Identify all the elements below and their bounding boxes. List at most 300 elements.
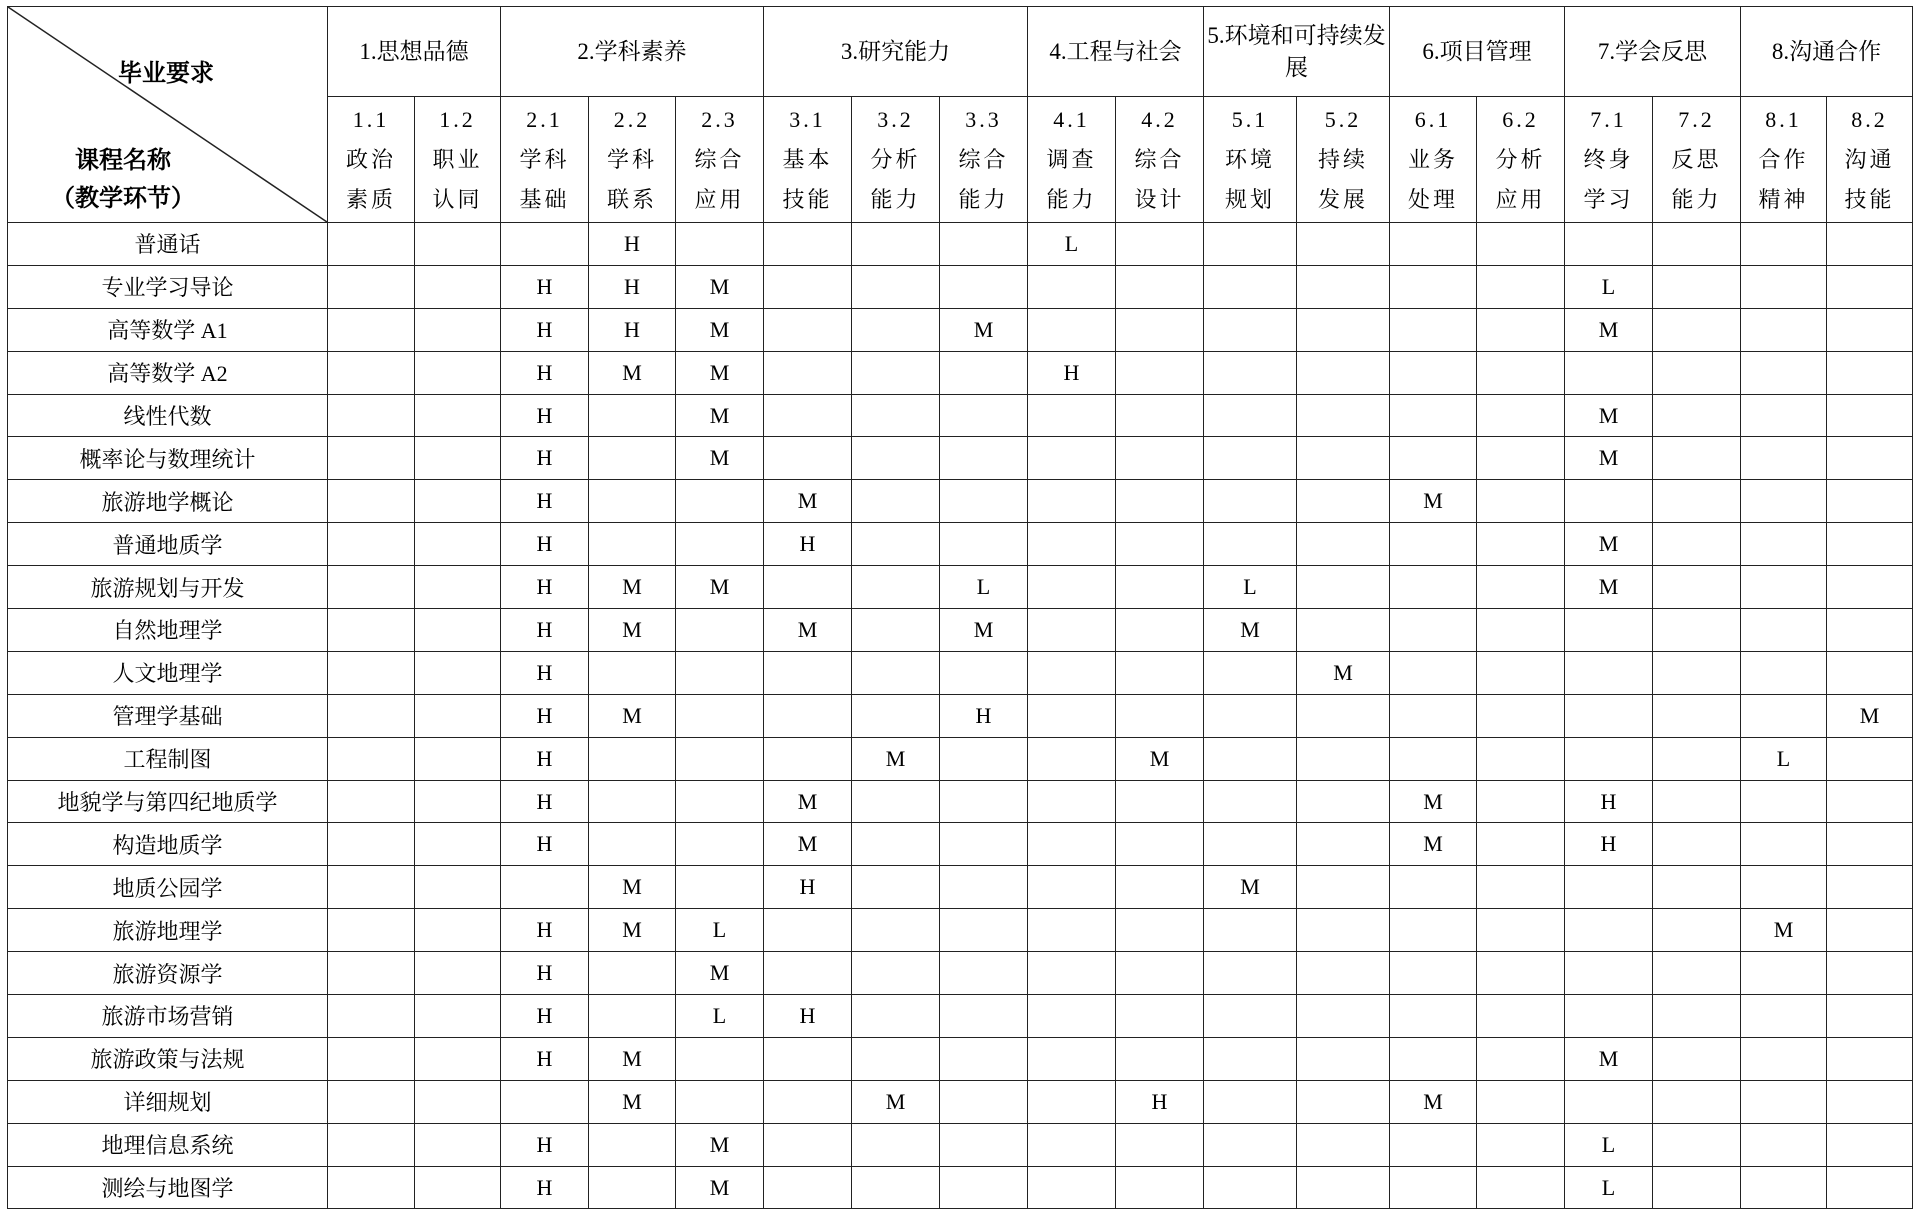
support-level-cell: M bbox=[1565, 394, 1653, 437]
support-level-cell bbox=[1653, 1123, 1741, 1166]
sub-requirement-code: 8.1 bbox=[1765, 106, 1802, 132]
support-level-cell bbox=[1204, 780, 1297, 823]
support-level-cell: M bbox=[1390, 823, 1477, 866]
support-level-cell bbox=[1028, 480, 1116, 523]
support-level-cell bbox=[415, 308, 501, 351]
support-level-cell bbox=[1297, 952, 1390, 995]
support-level-cell bbox=[940, 866, 1028, 909]
support-level-cell bbox=[852, 308, 940, 351]
support-level-cell bbox=[328, 780, 415, 823]
support-level-cell bbox=[940, 995, 1028, 1038]
support-level-cell bbox=[1827, 995, 1913, 1038]
table-row bbox=[8, 308, 1913, 351]
support-level-cell bbox=[1741, 394, 1827, 437]
course-name-cell: 管理学基础 bbox=[8, 694, 328, 737]
support-level-cell bbox=[1653, 480, 1741, 523]
support-level-cell bbox=[328, 523, 415, 566]
support-level-cell bbox=[328, 952, 415, 995]
support-level-cell bbox=[1390, 437, 1477, 480]
support-level-cell bbox=[1477, 909, 1565, 952]
support-level-cell bbox=[1741, 609, 1827, 652]
support-level-cell bbox=[589, 394, 676, 437]
support-level-cell bbox=[1204, 1123, 1297, 1166]
table-row bbox=[8, 223, 1913, 266]
support-level-cell bbox=[1204, 351, 1297, 394]
sub-requirement-name-part: 能力 bbox=[1046, 186, 1097, 212]
support-level-cell: L bbox=[676, 995, 764, 1038]
sub-requirement-name-part: 能力 bbox=[958, 186, 1009, 212]
support-level-cell bbox=[764, 394, 852, 437]
support-level-cell bbox=[1827, 1166, 1913, 1209]
support-level-cell bbox=[1204, 394, 1297, 437]
support-level-cell bbox=[1390, 909, 1477, 952]
support-level-cell bbox=[589, 523, 676, 566]
support-level-cell bbox=[1204, 694, 1297, 737]
sub-requirement-header bbox=[328, 97, 415, 223]
support-level-cell bbox=[328, 566, 415, 609]
support-level-cell bbox=[940, 737, 1028, 780]
support-level-cell bbox=[1028, 394, 1116, 437]
table-row bbox=[8, 737, 1913, 780]
support-level-cell bbox=[415, 437, 501, 480]
support-level-cell bbox=[1116, 823, 1204, 866]
support-level-cell bbox=[1116, 437, 1204, 480]
support-level-cell bbox=[1653, 694, 1741, 737]
support-level-cell bbox=[940, 394, 1028, 437]
support-level-cell bbox=[1204, 480, 1297, 523]
support-level-cell bbox=[1297, 566, 1390, 609]
support-level-cell bbox=[940, 265, 1028, 308]
sub-requirement-header bbox=[1390, 97, 1477, 223]
support-level-cell bbox=[676, 609, 764, 652]
support-level-cell: M bbox=[589, 566, 676, 609]
support-level-cell bbox=[940, 1037, 1028, 1080]
support-level-cell bbox=[852, 1037, 940, 1080]
requirement-group-header: 7.学会反思 bbox=[1565, 7, 1741, 97]
requirement-group-row bbox=[8, 7, 1913, 97]
support-level-cell bbox=[328, 609, 415, 652]
support-level-cell bbox=[1204, 437, 1297, 480]
support-level-cell bbox=[501, 1080, 589, 1123]
support-level-cell bbox=[501, 223, 589, 266]
support-level-cell: L bbox=[1204, 566, 1297, 609]
support-level-cell: H bbox=[501, 1123, 589, 1166]
sub-requirement-code: 2.1 bbox=[526, 106, 563, 132]
support-level-cell bbox=[1204, 1080, 1297, 1123]
support-level-cell: M bbox=[1204, 609, 1297, 652]
sub-requirement-name-part: 终身 bbox=[1583, 146, 1634, 172]
support-level-cell bbox=[1565, 909, 1653, 952]
support-level-cell bbox=[1477, 223, 1565, 266]
support-level-cell bbox=[1741, 351, 1827, 394]
support-level-cell bbox=[1827, 1037, 1913, 1080]
course-name-line2: （教学环节） bbox=[51, 184, 195, 212]
support-level-cell bbox=[1297, 694, 1390, 737]
support-level-cell: H bbox=[1116, 1080, 1204, 1123]
support-level-cell: H bbox=[501, 909, 589, 952]
support-level-cell: M bbox=[852, 737, 940, 780]
support-level-cell bbox=[1477, 566, 1565, 609]
support-level-cell bbox=[1390, 523, 1477, 566]
support-level-cell bbox=[1827, 952, 1913, 995]
support-level-cell: H bbox=[501, 1166, 589, 1209]
table-row bbox=[8, 480, 1913, 523]
sub-requirement-code: 5.2 bbox=[1324, 106, 1362, 132]
sub-requirement-name-part: 能力 bbox=[1671, 186, 1722, 212]
course-name-cell: 旅游市场营销 bbox=[8, 995, 328, 1038]
support-level-cell bbox=[1116, 523, 1204, 566]
sub-requirement-code: 4.2 bbox=[1141, 106, 1178, 132]
support-level-cell bbox=[1741, 866, 1827, 909]
support-level-cell bbox=[1477, 866, 1565, 909]
table-row bbox=[8, 651, 1913, 694]
sub-requirement-name-part: 学科 bbox=[606, 146, 657, 172]
support-level-cell bbox=[676, 480, 764, 523]
support-level-cell bbox=[940, 651, 1028, 694]
support-level-cell bbox=[940, 523, 1028, 566]
support-level-cell bbox=[1741, 1123, 1827, 1166]
support-level-cell bbox=[1204, 308, 1297, 351]
support-level-cell bbox=[415, 823, 501, 866]
support-level-cell bbox=[328, 351, 415, 394]
course-name-cell: 旅游规划与开发 bbox=[8, 566, 328, 609]
support-level-cell bbox=[1028, 823, 1116, 866]
support-level-cell: M bbox=[1827, 694, 1913, 737]
support-level-cell bbox=[1390, 952, 1477, 995]
support-level-cell bbox=[1653, 651, 1741, 694]
support-level-cell bbox=[852, 223, 940, 266]
support-level-cell bbox=[1653, 995, 1741, 1038]
support-level-cell bbox=[1116, 1037, 1204, 1080]
support-level-cell bbox=[1653, 394, 1741, 437]
support-level-cell bbox=[1028, 866, 1116, 909]
sub-requirement-name-part: 发展 bbox=[1317, 186, 1368, 212]
support-level-cell: H bbox=[1028, 351, 1116, 394]
support-level-cell bbox=[940, 1123, 1028, 1166]
support-level-cell bbox=[415, 952, 501, 995]
sub-requirement-name-part: 职业 bbox=[432, 146, 483, 172]
support-level-cell bbox=[852, 566, 940, 609]
sub-requirement-header bbox=[852, 97, 940, 223]
support-level-cell bbox=[1028, 909, 1116, 952]
support-level-cell bbox=[589, 952, 676, 995]
support-level-cell bbox=[589, 995, 676, 1038]
support-level-cell: H bbox=[501, 308, 589, 351]
support-level-cell bbox=[764, 1166, 852, 1209]
support-level-cell bbox=[1827, 909, 1913, 952]
support-level-cell: L bbox=[1028, 223, 1116, 266]
support-level-cell: M bbox=[1565, 566, 1653, 609]
support-level-cell bbox=[1477, 1166, 1565, 1209]
support-level-cell bbox=[415, 523, 501, 566]
sub-requirement-code: 4.1 bbox=[1053, 106, 1090, 132]
support-level-cell bbox=[1741, 995, 1827, 1038]
sub-requirement-name-part: 技能 bbox=[1844, 186, 1895, 212]
support-level-cell: H bbox=[501, 823, 589, 866]
sub-requirement-header bbox=[1116, 97, 1204, 223]
table-row bbox=[8, 609, 1913, 652]
sub-requirement-header bbox=[1653, 97, 1741, 223]
support-level-cell bbox=[1477, 437, 1565, 480]
support-level-cell bbox=[1028, 737, 1116, 780]
support-level-cell bbox=[1741, 1080, 1827, 1123]
support-level-cell bbox=[1297, 265, 1390, 308]
support-level-cell bbox=[1297, 1037, 1390, 1080]
sub-requirement-name-part: 基础 bbox=[519, 186, 570, 212]
support-level-cell bbox=[1565, 952, 1653, 995]
support-level-cell bbox=[1116, 1123, 1204, 1166]
support-level-cell bbox=[1827, 308, 1913, 351]
support-level-cell bbox=[1390, 223, 1477, 266]
course-name-cell: 详细规划 bbox=[8, 1080, 328, 1123]
course-name-cell: 构造地质学 bbox=[8, 823, 328, 866]
table-row bbox=[8, 952, 1913, 995]
support-level-cell bbox=[328, 308, 415, 351]
table-row bbox=[8, 823, 1913, 866]
support-level-cell bbox=[1390, 866, 1477, 909]
support-level-cell bbox=[1204, 1166, 1297, 1209]
support-level-cell bbox=[1116, 223, 1204, 266]
support-level-cell bbox=[1477, 1037, 1565, 1080]
support-level-cell bbox=[1827, 780, 1913, 823]
support-level-cell bbox=[1653, 308, 1741, 351]
support-level-cell bbox=[415, 651, 501, 694]
support-level-cell bbox=[1653, 780, 1741, 823]
table-row bbox=[8, 437, 1913, 480]
support-level-cell bbox=[1390, 1037, 1477, 1080]
support-level-cell bbox=[1565, 866, 1653, 909]
support-level-cell bbox=[589, 780, 676, 823]
sub-requirement-name-part: 认同 bbox=[432, 186, 483, 212]
support-level-cell bbox=[940, 437, 1028, 480]
support-level-cell: M bbox=[589, 866, 676, 909]
support-level-cell bbox=[1741, 1037, 1827, 1080]
support-level-cell: L bbox=[1565, 265, 1653, 308]
support-level-cell bbox=[676, 866, 764, 909]
requirement-group-header: 5.环境和可持续发展 bbox=[1204, 7, 1390, 97]
support-level-cell: H bbox=[940, 694, 1028, 737]
support-level-cell bbox=[852, 995, 940, 1038]
support-level-cell bbox=[852, 694, 940, 737]
support-level-cell bbox=[328, 1080, 415, 1123]
support-level-cell: M bbox=[764, 780, 852, 823]
table-row bbox=[8, 995, 1913, 1038]
support-level-cell: M bbox=[589, 909, 676, 952]
support-level-cell bbox=[1297, 480, 1390, 523]
support-level-cell bbox=[1827, 394, 1913, 437]
support-level-cell bbox=[676, 1037, 764, 1080]
support-level-cell: M bbox=[1390, 780, 1477, 823]
support-level-cell bbox=[676, 651, 764, 694]
support-level-cell: M bbox=[589, 1080, 676, 1123]
course-requirement-matrix bbox=[7, 6, 1913, 1209]
course-name-cell: 地质公园学 bbox=[8, 866, 328, 909]
support-level-cell bbox=[764, 437, 852, 480]
course-name-cell: 人文地理学 bbox=[8, 651, 328, 694]
support-level-cell bbox=[1827, 437, 1913, 480]
support-level-cell: H bbox=[501, 566, 589, 609]
support-level-cell bbox=[1028, 308, 1116, 351]
support-level-cell bbox=[328, 223, 415, 266]
support-level-cell bbox=[501, 866, 589, 909]
support-level-cell bbox=[1827, 1080, 1913, 1123]
support-level-cell bbox=[940, 780, 1028, 823]
support-level-cell bbox=[415, 223, 501, 266]
support-level-cell bbox=[1297, 308, 1390, 351]
support-level-cell bbox=[1204, 651, 1297, 694]
support-level-cell bbox=[415, 480, 501, 523]
support-level-cell: H bbox=[501, 265, 589, 308]
support-level-cell bbox=[1116, 780, 1204, 823]
support-level-cell: M bbox=[589, 694, 676, 737]
sub-requirement-name-part: 沟通 bbox=[1844, 146, 1895, 172]
support-level-cell bbox=[415, 995, 501, 1038]
support-level-cell bbox=[1116, 480, 1204, 523]
support-level-cell bbox=[328, 737, 415, 780]
sub-requirement-name-part: 处理 bbox=[1407, 186, 1458, 212]
support-level-cell bbox=[1028, 1037, 1116, 1080]
support-level-cell: M bbox=[589, 609, 676, 652]
support-level-cell bbox=[1116, 909, 1204, 952]
support-level-cell bbox=[415, 866, 501, 909]
support-level-cell bbox=[589, 1123, 676, 1166]
support-level-cell: M bbox=[1390, 1080, 1477, 1123]
support-level-cell bbox=[1477, 265, 1565, 308]
support-level-cell bbox=[415, 780, 501, 823]
support-level-cell bbox=[940, 1080, 1028, 1123]
support-level-cell: M bbox=[940, 308, 1028, 351]
sub-requirement-code: 2.2 bbox=[613, 106, 651, 132]
support-level-cell: H bbox=[501, 394, 589, 437]
support-level-cell bbox=[1297, 609, 1390, 652]
support-level-cell bbox=[1028, 1080, 1116, 1123]
sub-requirement-header bbox=[589, 97, 676, 223]
support-level-cell bbox=[1204, 737, 1297, 780]
sub-requirement-header bbox=[1477, 97, 1565, 223]
header-corner-cell bbox=[8, 7, 328, 223]
sub-requirement-code: 2.3 bbox=[701, 106, 738, 132]
support-level-cell bbox=[1477, 609, 1565, 652]
sub-requirement-name-part: 综合 bbox=[1134, 146, 1185, 172]
support-level-cell bbox=[1741, 952, 1827, 995]
support-level-cell: M bbox=[1565, 523, 1653, 566]
support-level-cell bbox=[852, 651, 940, 694]
support-level-cell bbox=[1297, 223, 1390, 266]
support-level-cell bbox=[328, 909, 415, 952]
course-name-cell: 地理信息系统 bbox=[8, 1123, 328, 1166]
support-level-cell bbox=[415, 694, 501, 737]
support-level-cell bbox=[1827, 737, 1913, 780]
support-level-cell bbox=[1297, 394, 1390, 437]
support-level-cell bbox=[676, 523, 764, 566]
sub-requirement-name-part: 分析 bbox=[870, 146, 921, 172]
requirement-group-header: 8.沟通合作 bbox=[1741, 7, 1913, 97]
support-level-cell bbox=[1204, 823, 1297, 866]
support-level-cell bbox=[1653, 952, 1741, 995]
support-level-cell bbox=[852, 823, 940, 866]
support-level-cell bbox=[1477, 651, 1565, 694]
support-level-cell bbox=[852, 523, 940, 566]
support-level-cell bbox=[415, 1080, 501, 1123]
support-level-cell: M bbox=[852, 1080, 940, 1123]
support-level-cell: H bbox=[501, 651, 589, 694]
support-level-cell bbox=[1741, 265, 1827, 308]
support-level-cell bbox=[764, 694, 852, 737]
support-level-cell bbox=[1116, 694, 1204, 737]
support-level-cell bbox=[1827, 866, 1913, 909]
support-level-cell bbox=[1565, 694, 1653, 737]
course-name-cell: 旅游政策与法规 bbox=[8, 1037, 328, 1080]
support-level-cell bbox=[415, 909, 501, 952]
support-level-cell bbox=[1653, 866, 1741, 909]
support-level-cell bbox=[1116, 566, 1204, 609]
support-level-cell bbox=[1204, 1037, 1297, 1080]
support-level-cell bbox=[1827, 1123, 1913, 1166]
support-level-cell bbox=[676, 780, 764, 823]
support-level-cell bbox=[1741, 480, 1827, 523]
course-name-cell: 旅游地学概论 bbox=[8, 480, 328, 523]
support-level-cell: M bbox=[676, 1166, 764, 1209]
sub-requirement-name-part: 调查 bbox=[1046, 146, 1097, 172]
support-level-cell bbox=[328, 651, 415, 694]
course-name-cell: 概率论与数理统计 bbox=[8, 437, 328, 480]
sub-requirement-header bbox=[415, 97, 501, 223]
sub-requirement-name-part: 应用 bbox=[694, 186, 745, 212]
table-row bbox=[8, 523, 1913, 566]
support-level-cell bbox=[1028, 1166, 1116, 1209]
support-level-cell bbox=[1477, 351, 1565, 394]
support-level-cell bbox=[415, 737, 501, 780]
support-level-cell bbox=[415, 1037, 501, 1080]
course-name-cell: 旅游地理学 bbox=[8, 909, 328, 952]
support-level-cell: L bbox=[1565, 1166, 1653, 1209]
support-level-cell bbox=[1653, 909, 1741, 952]
support-level-cell bbox=[1741, 566, 1827, 609]
table-row bbox=[8, 265, 1913, 308]
support-level-cell bbox=[328, 823, 415, 866]
support-level-cell bbox=[1390, 351, 1477, 394]
support-level-cell bbox=[852, 1123, 940, 1166]
support-level-cell bbox=[415, 265, 501, 308]
support-level-cell bbox=[764, 737, 852, 780]
requirement-group-header: 6.项目管理 bbox=[1390, 7, 1565, 97]
support-level-cell: M bbox=[676, 351, 764, 394]
support-level-cell bbox=[1565, 609, 1653, 652]
sub-requirement-header bbox=[1741, 97, 1827, 223]
support-level-cell bbox=[1028, 1123, 1116, 1166]
support-level-cell bbox=[764, 1123, 852, 1166]
support-level-cell bbox=[1827, 609, 1913, 652]
support-level-cell bbox=[1390, 1123, 1477, 1166]
support-level-cell: H bbox=[501, 523, 589, 566]
support-level-cell bbox=[1827, 223, 1913, 266]
support-level-cell bbox=[328, 995, 415, 1038]
course-name-cell: 普通地质学 bbox=[8, 523, 328, 566]
support-level-cell: M bbox=[589, 351, 676, 394]
support-level-cell bbox=[328, 1123, 415, 1166]
support-level-cell bbox=[1028, 995, 1116, 1038]
support-level-cell: H bbox=[764, 523, 852, 566]
support-level-cell bbox=[940, 223, 1028, 266]
course-name-cell: 地貌学与第四纪地质学 bbox=[8, 780, 328, 823]
sub-requirement-header bbox=[501, 97, 589, 223]
support-level-cell bbox=[940, 351, 1028, 394]
support-level-cell bbox=[589, 823, 676, 866]
table-row bbox=[8, 394, 1913, 437]
sub-requirement-name-part: 合作 bbox=[1758, 146, 1809, 172]
support-level-cell bbox=[1204, 523, 1297, 566]
sub-requirement-code: 7.1 bbox=[1590, 106, 1627, 132]
